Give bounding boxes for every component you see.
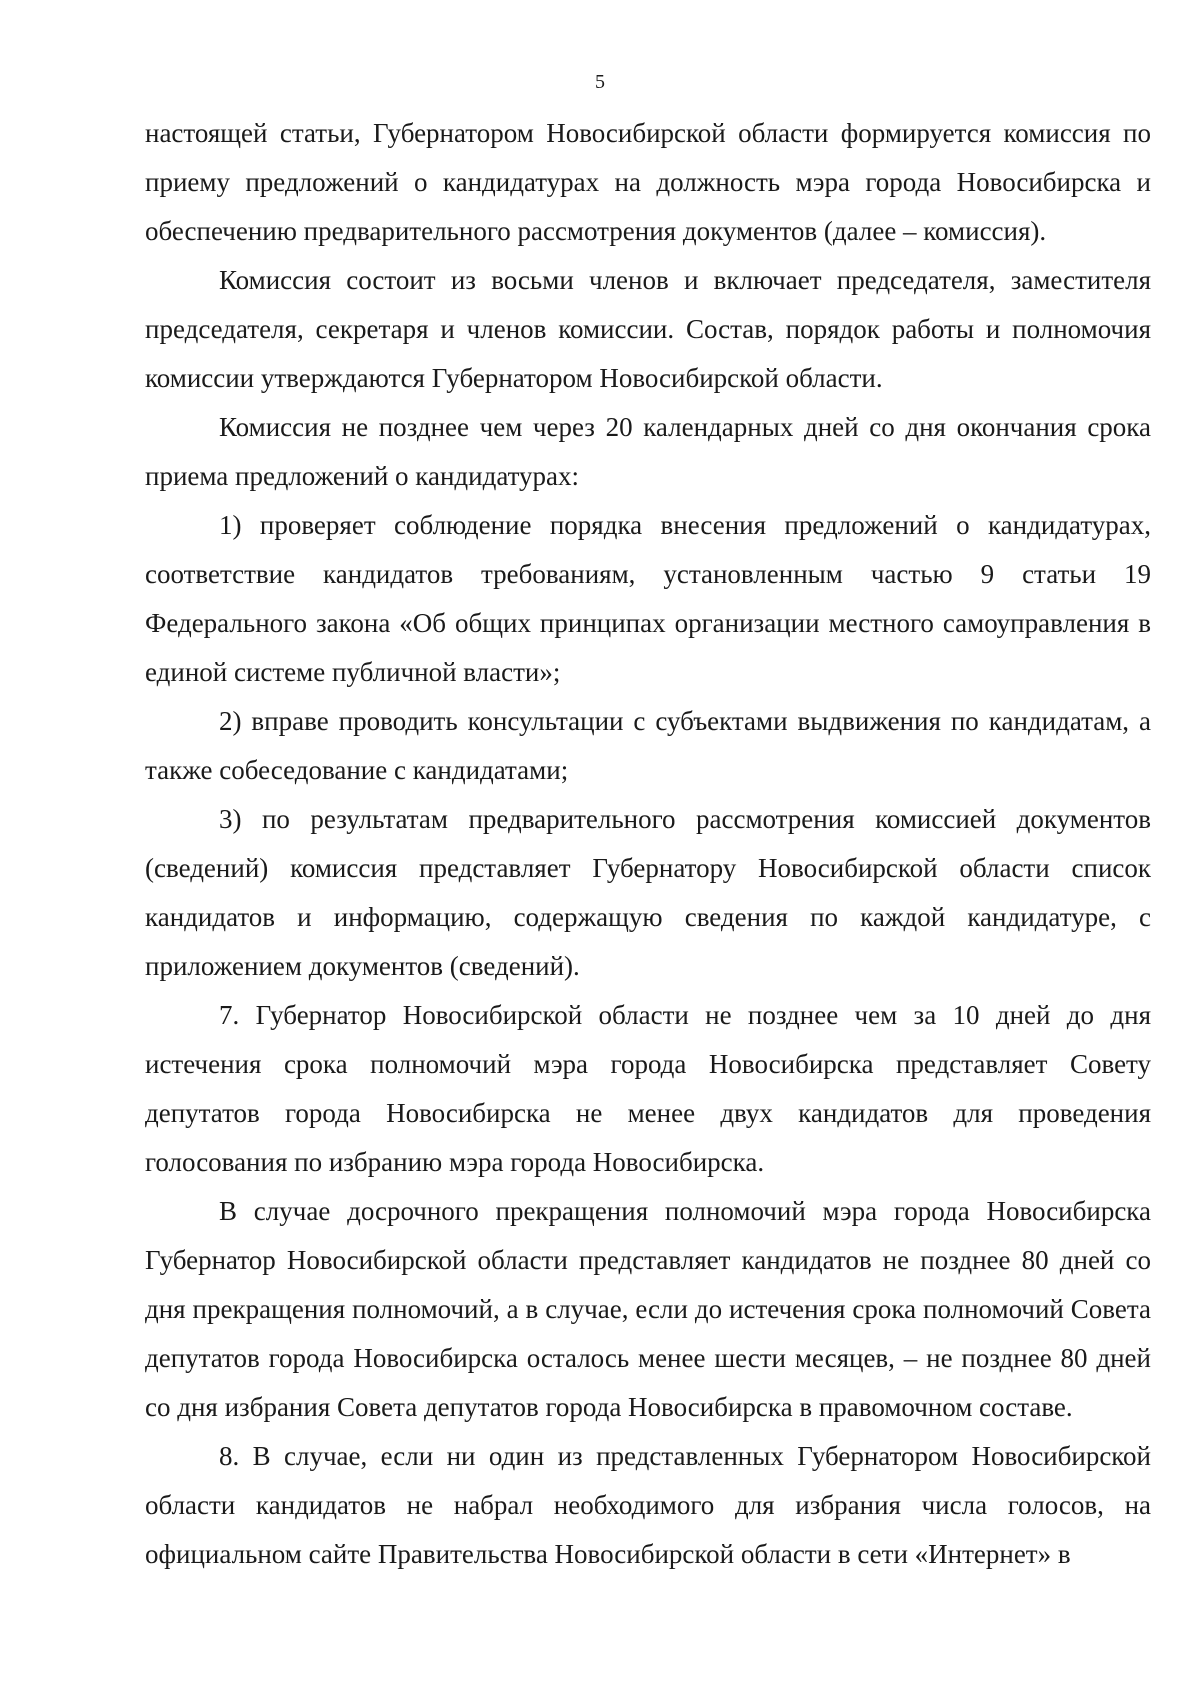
paragraph-continuation: настоящей статьи, Губернатором Новосибирской области формируется комиссия по приему предложений о кандидатурах на должность мэра города Новосибирска и обеспечению предварительного рассмотрения документов (далее – комиссия). xyxy=(145,118,1151,246)
list-item-2: 2) вправе проводить консультации с субъектами выдвижения по кандидатам, а также собеседование с кандидатами; xyxy=(145,706,1151,785)
page-number: 5 xyxy=(595,71,605,93)
document-body xyxy=(145,109,1151,1579)
paragraph-section-7: 7. Губернатор Новосибирской области не позднее чем за 10 дней до дня истечения срока полномочий мэра города Новосибирска представляет Совету депутатов города Новосибирска не менее двух кандидатов для проведения голосования по избранию мэра города Новосибирска. xyxy=(145,1000,1151,1177)
paragraph-early-termination: В случае досрочного прекращения полномочий мэра города Новосибирска Губернатор Новосибирской области представляет кандидатов не позднее 80 дней со дня прекращения полномочий, а в случае, если до истечения срока полномочий Совета депутатов города Новосибирска осталось менее шести месяцев, – не позднее 80 дней со дня избрания Совета депутатов города Новосибирска в правомочном составе. xyxy=(145,1196,1151,1422)
paragraph-commission-deadline: Комиссия не позднее чем через 20 календарных дней со дня окончания срока приема предложений о кандидатурах: xyxy=(145,412,1151,491)
paragraph-section-8: 8. В случае, если ни один из представленных Губернатором Новосибирской области кандидатов не набрал необходимого для избрания числа голосов, на официальном сайте Правительства Новосибирской области в сети «Интернет» в xyxy=(145,1441,1151,1569)
list-item-1: 1) проверяет соблюдение порядка внесения предложений о кандидатурах, соответствие кандидатов требованиям, установленным частью 9 статьи 19 Федерального закона «Об общих принципах организации местного самоуправления в единой системе публичной власти»; xyxy=(145,510,1151,687)
paragraph-commission-composition: Комиссия состоит из восьми членов и включает председателя, заместителя председателя, секретаря и членов комиссии. Состав, порядок работы и полномочия комиссии утверждаются Губернатором Новосибирской области. xyxy=(145,265,1151,393)
list-item-3: 3) по результатам предварительного рассмотрения комиссией документов (сведений) комиссия представляет Губернатору Новосибирской области список кандидатов и информацию, содержащую сведения по каждой кандидатуре, с приложением документов (сведений). xyxy=(145,804,1151,981)
